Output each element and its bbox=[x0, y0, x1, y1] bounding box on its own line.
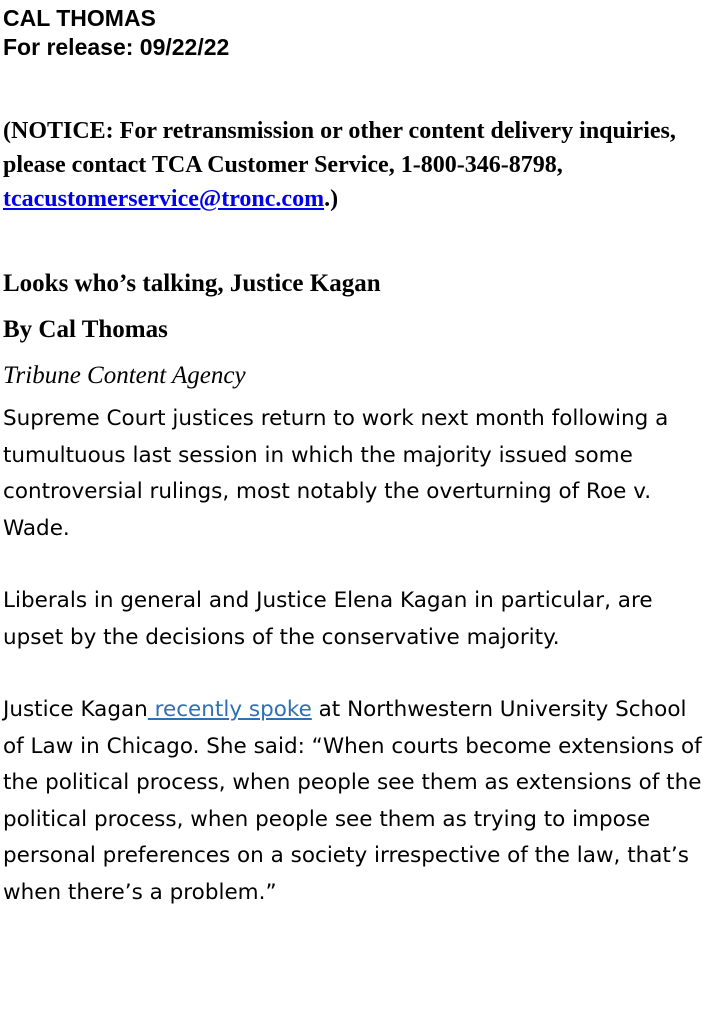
byline: By Cal Thomas bbox=[3, 316, 168, 343]
author-header: CAL THOMAS bbox=[3, 5, 156, 31]
body-paragraph-3 bbox=[3, 692, 705, 911]
notice-text-end: .) bbox=[324, 186, 339, 212]
recently-spoke-link[interactable]: recently spoke bbox=[147, 697, 312, 722]
article-title: Looks who’s talking, Justice Kagan bbox=[3, 270, 381, 297]
document-page bbox=[3, 0, 705, 911]
notice-paragraph bbox=[3, 114, 705, 216]
paragraph-3-start: Justice Kagan bbox=[3, 697, 148, 722]
email-link[interactable]: tcacustomerservice@tronc.com bbox=[3, 186, 325, 212]
body-paragraph-1: Supreme Court justices return to work next month following a tumultuous last session in which the majority issued some controversial rulings, most notably the overturning of Roe v. Wade. bbox=[3, 406, 669, 541]
paragraph-3-rest: at Northwestern University School of Law in Chicago. She said: “When courts become extensions of the political process, when people see them as extensions of the political process, when people see them as trying to impose personal preferences on a society irrespective of the law, that’s when there’s a problem.” bbox=[3, 697, 702, 905]
notice-text: (NOTICE: For retransmission or other content delivery inquiries, please contact TCA Customer Service, 1-800-346-8798, bbox=[3, 118, 676, 178]
body-paragraph-2: Liberals in general and Justice Elena Kagan in particular, are upset by the decisions of the conservative majority. bbox=[3, 588, 653, 650]
release-date: For release: 09/22/22 bbox=[3, 34, 230, 60]
agency-name: Tribune Content Agency bbox=[3, 362, 246, 389]
